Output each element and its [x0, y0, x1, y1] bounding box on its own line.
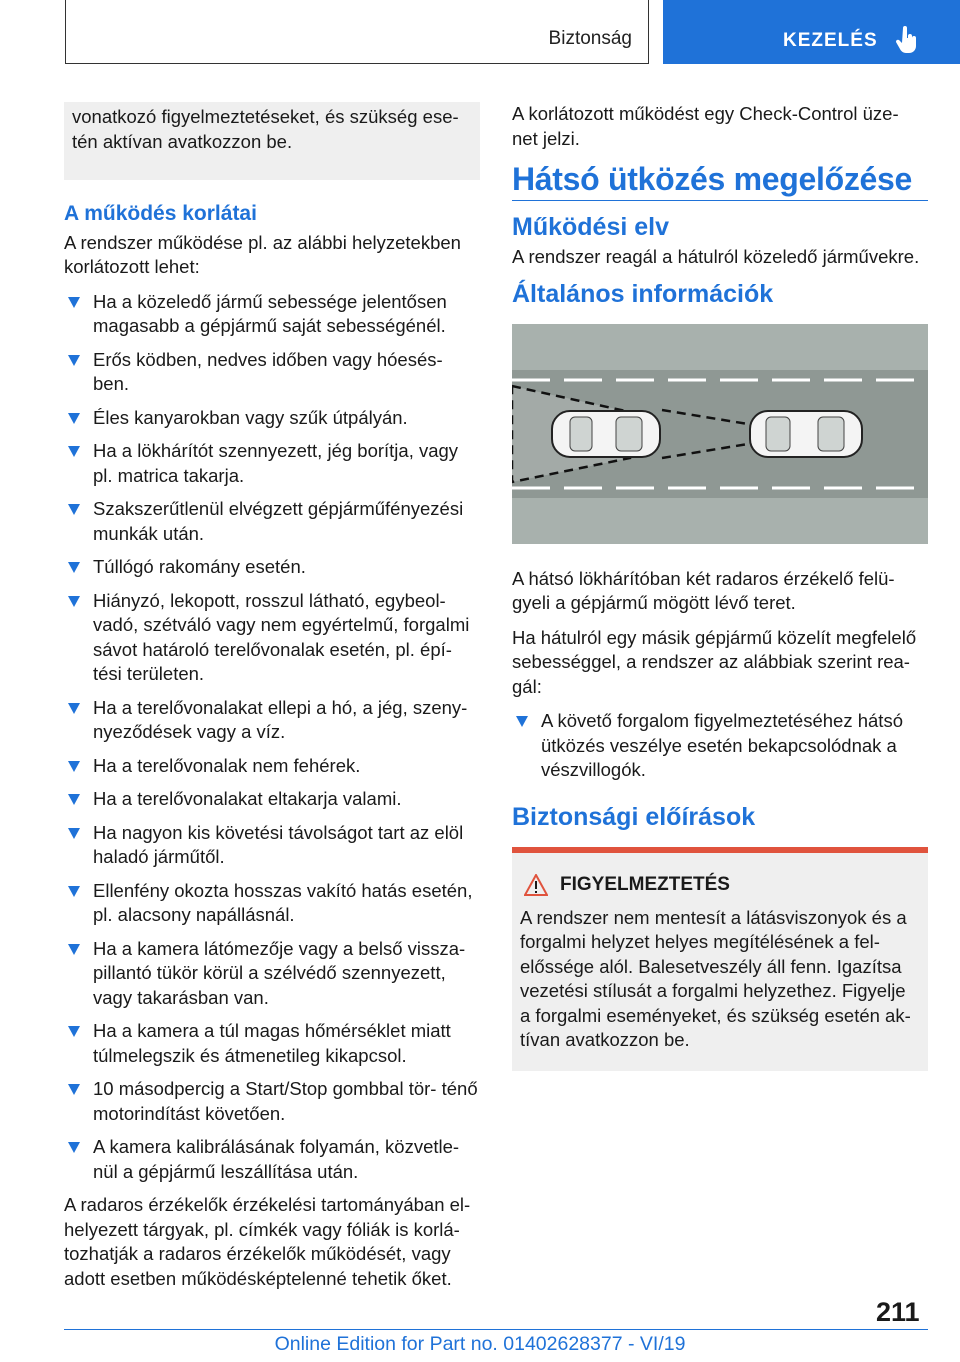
bullet-triangle-icon: [68, 1142, 80, 1153]
chapter-tab[interactable]: [663, 0, 960, 64]
warning-title-row: [520, 873, 920, 898]
list-item: Túllógó rakomány esetén.: [64, 555, 480, 580]
warning-title: FIGYELMEZTETÉS: [560, 874, 730, 895]
right-column: [512, 102, 928, 1071]
bullet-triangle-icon: [68, 761, 80, 772]
header-frame: [65, 0, 649, 64]
list-item: Ha a kamera látómezője vagy a belső vissza‐ pillantó tükör körül a szélvédő szennyezett, vagy takarásban van.: [64, 937, 480, 1011]
note-text: vonatkozó figyelmeztetéseket, és szükség ese‐ tén aktívan avatkozzon be.: [72, 106, 459, 152]
bullet-triangle-icon: [68, 297, 80, 308]
section-title: Biztonság: [548, 28, 632, 49]
approach-text: Ha hátulról egy másik gépjármű közelít megfelelő sebességgel, a rendszer az alábbiak szerint rea‐ gál:: [512, 626, 917, 697]
page-number: 211: [876, 1297, 920, 1327]
bullet-triangle-icon: [68, 794, 80, 805]
list-item: Éles kanyarokban vagy szűk útpályán.: [64, 406, 480, 431]
warning-text: A rendszer nem mentesít a látásviszonyok és a forgalmi helyzet helyes megítélésének a fel‐ előssége alól. Balesetveszély áll fenn. Igazítsa vezetési stílusát a forgalmi helyzethez. Figyelje a forgalmi eseményeket, és szükség esetén ak‐ tívan avatkozzon be.: [520, 906, 911, 1050]
list-item: A követő forgalom figyelmeztetéséhez hátsó ütközés veszélye esetén bekapcsolódnak a vészvillogók.: [512, 709, 928, 783]
bullet-triangle-icon: [68, 562, 80, 573]
list-item: Ha a terelővonalakat eltakarja valami.: [64, 787, 480, 812]
rear-collision-diagram-icon: [512, 324, 928, 544]
list-item: Erős ködben, nedves időben vagy hóesés‐ ben.: [64, 348, 480, 397]
principle-text: A rendszer reagál a hátulról közeledő járművekre.: [512, 246, 920, 267]
left-column: [64, 102, 480, 1301]
list-item: Szakszerűtlenül elvégzett gépjárműfényezési munkák után.: [64, 497, 480, 546]
list-item: 10 másodpercig a Start/Stop gombbal tör‐ ténő motorindítást követően.: [64, 1077, 480, 1126]
list-item: Ha a terelővonalakat ellepi a hó, a jég, szeny‐ nyeződések vagy a víz.: [64, 696, 480, 745]
list-item: Ha a terelővonalak nem fehérek.: [64, 754, 480, 779]
approach-list: [512, 709, 928, 783]
bullet-triangle-icon: [68, 504, 80, 515]
bullet-triangle-icon: [68, 944, 80, 955]
bullet-triangle-icon: [68, 596, 80, 607]
bullet-triangle-icon: [68, 413, 80, 424]
chapter-tab-label: KEZELÉS: [783, 30, 878, 51]
bullet-triangle-icon: [68, 1084, 80, 1095]
figure-text: A hátsó lökhárítóban két radaros érzékelő felü‐ gyeli a gépjármű mögött lévő teret.: [512, 567, 895, 613]
bullet-triangle-icon: [68, 1026, 80, 1037]
own-car: [750, 411, 862, 457]
bullet-triangle-icon: [68, 446, 80, 457]
closing-text: A radaros érzékelők érzékelési tartományában el‐ helyezett tárgyak, pl. címkék vagy fóliák is korlá‐ tozhatják a radaros érzékelők működését, vagy adott esetben működésképtelenné tehetik őket.: [64, 1194, 471, 1289]
following-car: [552, 411, 660, 457]
note-box: [64, 102, 480, 180]
warning-triangle-icon: [524, 874, 548, 896]
safety-heading: Biztonsági előírások: [512, 802, 756, 831]
intro-text: A korlátozott működést egy Check-Control üze‐ net jelzi.: [512, 103, 899, 149]
list-item: Ha a kamera a túl magas hőmérséklet miatt túlmelegszik és átmenetileg kikapcsol.: [64, 1019, 480, 1068]
bullet-triangle-icon: [68, 703, 80, 714]
limits-heading: A működés korlátai: [64, 202, 257, 225]
list-item: Hiányzó, lekopott, rosszul látható, egybeol‐ vadó, szétváló vagy nem egyértelmű, forgalmi sávot határoló terelővonalak esetén, pl. épí‐ tési területen.: [64, 589, 480, 687]
bullet-triangle-icon: [68, 886, 80, 897]
main-heading: Hátsó ütközés megelőzése: [512, 167, 928, 201]
warning-box: [512, 847, 928, 1071]
limits-list: [64, 290, 480, 1185]
list-item: Ha a közeledő jármű sebessége jelentősen magasabb a gépjármű saját sebességénél.: [64, 290, 480, 339]
bullet-triangle-icon: [68, 355, 80, 366]
list-item: A kamera kalibrálásának folyamán, közvetle‐ nül a gépjármű leszállítása után.: [64, 1135, 480, 1184]
list-item: Ha nagyon kis követési távolságot tart az elöl haladó járműtől.: [64, 821, 480, 870]
limits-intro: A rendszer működése pl. az alábbi helyzetekben korlátozott lehet:: [64, 231, 461, 277]
footer-divider: [64, 1329, 928, 1330]
general-heading: Általános információk: [512, 279, 774, 308]
principle-heading: Működési elv: [512, 212, 669, 241]
bullet-triangle-icon: [516, 716, 528, 727]
pointing-hand-icon: [895, 26, 919, 54]
list-item: Ha a lökhárítót szennyezett, jég borítja, vagy pl. matrica takarja.: [64, 439, 480, 488]
list-item: Ellenfény okozta hosszas vakító hatás esetén, pl. alacsony napállásnál.: [64, 879, 480, 928]
footer-edition: Online Edition for Part no. 01402628377 - VI/19: [274, 1333, 686, 1355]
bullet-triangle-icon: [68, 828, 80, 839]
